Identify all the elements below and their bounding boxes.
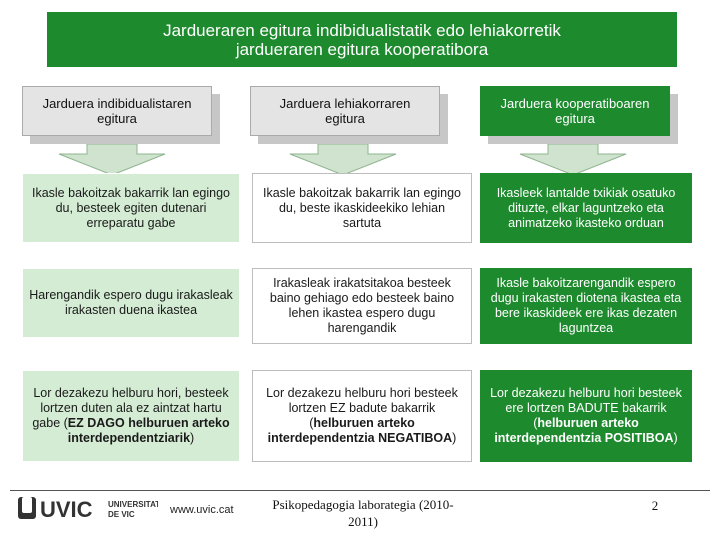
row3-cooperative xyxy=(480,370,692,462)
row1-individual xyxy=(22,173,240,243)
website-link[interactable]: www.uvic.cat xyxy=(170,504,234,516)
cell-text xyxy=(29,386,233,446)
header-individualist: Jarduera indibidualistaren egitura xyxy=(22,86,212,136)
row2-competitive xyxy=(252,268,472,344)
uvic-logo xyxy=(18,497,158,528)
cell-text-bold: helburuen arteko interdependentzia POSITIBOA xyxy=(494,416,674,445)
cell-text: Ikasle bakoitzak bakarrik lan egingo du, besteek egiten dutenari erreparatu gabe xyxy=(31,185,231,230)
row3-competitive xyxy=(252,370,472,462)
footer-course-line-1: Psikopedagogia laborategia (2010- xyxy=(272,497,454,512)
title-line-2: jardueraren egitura kooperatibora xyxy=(235,39,489,59)
cell-text-normal: ) xyxy=(673,431,678,445)
cell-text-normal: Lor dezakezu helburu hori besteek ere lortzen BADUTE bakarrik ( xyxy=(490,386,682,430)
uvic-logo-icon xyxy=(18,497,158,523)
page-number: 2 xyxy=(651,498,659,513)
footer-divider xyxy=(10,490,710,491)
footer-course xyxy=(258,496,468,530)
slide-title xyxy=(47,12,677,67)
row2-individual xyxy=(22,268,240,338)
row3-individual xyxy=(22,370,240,462)
cell-text-normal: Lor dezakezu helburu hori, besteek lortzen duten ala ez aintzat hartu gabe ( xyxy=(32,386,229,430)
cell-text-bold: EZ DAGO helburuen arteko interdependentziarik xyxy=(67,416,230,445)
row1-competitive xyxy=(252,173,472,243)
cell-text: Harengandik espero dugu irakasleak irakasten duena ikastea xyxy=(29,288,233,317)
cell-text-bold: helburuen arteko interdependentzia NEGATIBOA xyxy=(267,416,453,445)
cell-text: Ikasleek lantalde txikiak osatuko dituzte, elkar laguntzeko eta animatzeko ikasteko orduan xyxy=(496,185,676,230)
down-arrow-icon xyxy=(518,144,628,176)
cell-text-normal: ) xyxy=(190,431,195,445)
header-cooperative: Jarduera kooperatiboaren egitura xyxy=(480,86,670,136)
cell-text: Irakasleak irakatsitakoa besteek baino gehiago edo besteek baino lehen ikastea espero dugu harengandik xyxy=(269,276,455,335)
cell-text: Ikasle bakoitzarengandik espero dugu irakasten diotena ikastea eta bere ikaskideek ere ikas dezaten laguntzea xyxy=(490,276,682,335)
cell-text: Ikasle bakoitzak bakarrik lan egingo du, beste ikaskideekiko lehian sartuta xyxy=(262,185,462,230)
footer-course-line-2: 2011) xyxy=(348,514,378,529)
logo-line-2: DE VIC xyxy=(108,510,135,519)
down-arrow-icon xyxy=(288,144,398,176)
down-arrow-icon xyxy=(57,144,167,176)
row1-cooperative xyxy=(480,173,692,243)
row2-cooperative xyxy=(480,268,692,344)
cell-text xyxy=(259,386,465,446)
cell-text-normal: Lor dezakezu helburu hori besteek lortzen EZ badute bakarrik ( xyxy=(266,386,458,430)
cell-text xyxy=(486,386,686,446)
header-competitive: Jarduera lehiakorraren egitura xyxy=(250,86,440,136)
logo-brand-text: UVIC xyxy=(40,497,93,522)
logo-line-1: UNIVERSITAT xyxy=(108,500,158,509)
title-line-1: Jardueraren egitura indibidualistatik edo lehiakorretik xyxy=(163,20,561,40)
cell-text-normal: ) xyxy=(452,431,457,445)
